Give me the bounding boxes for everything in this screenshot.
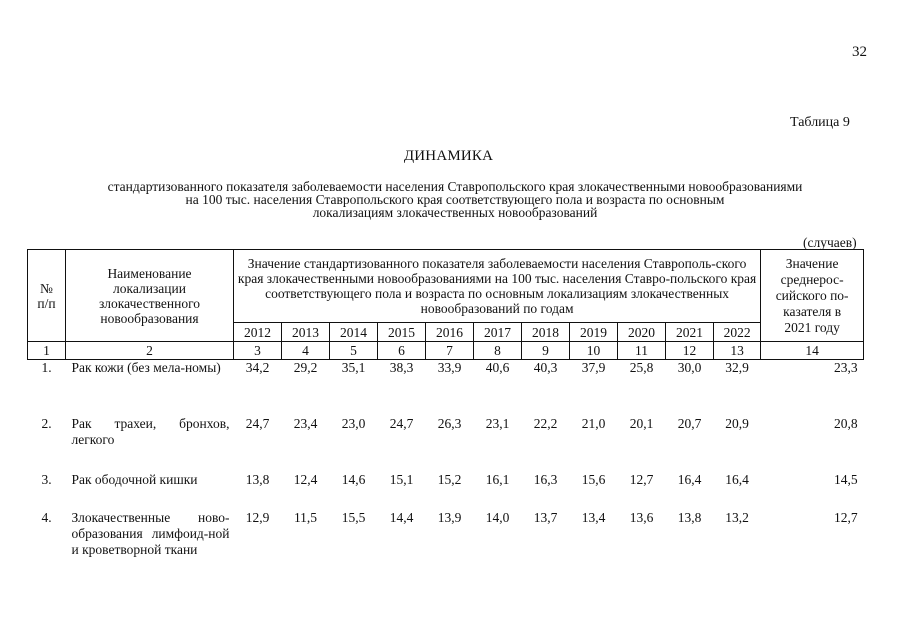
column-number: 8 [474,342,522,360]
row-name: Рак ободочной кишки [71,471,198,487]
row-name: Злокачественные ново-образования лимфоид-ной и кроветворной ткани [71,509,230,557]
row-value: 14,4 [389,509,414,525]
row-value: 40,3 [533,360,558,375]
header-year: 2020 [618,323,666,342]
row-value: 38,3 [389,360,414,375]
row-value: 21,0 [581,415,606,431]
header-year: 2016 [426,323,474,342]
row-index: 3. [41,471,52,487]
table-row [28,360,864,416]
row-index: 1. [41,360,52,375]
row-russia-value: 12,7 [834,509,858,525]
column-number: 7 [426,342,474,360]
row-name: Рак трахеи, бронхов, легкого [71,415,230,447]
row-value: 13,8 [245,471,270,487]
header-year: 2015 [378,323,426,342]
header-year: 2012 [234,323,282,342]
row-value: 16,3 [533,471,558,487]
header-index: № п/п [28,250,66,342]
row-value: 24,7 [245,415,270,431]
row-value: 16,4 [725,471,749,487]
row-value: 26,3 [437,415,462,431]
document-title: ДИНАМИКА [403,148,494,164]
row-value: 40,6 [485,360,510,375]
row-value: 23,0 [341,415,366,431]
row-value: 12,9 [245,509,270,525]
column-number: 3 [234,342,282,360]
row-value: 12,4 [293,471,318,487]
subtitle-line: стандартизованного показателя заболеваемости населения Ставропольского края злокачественными новообразованиями [107,179,803,194]
header-indicator-group: Значение стандартизованного показателя заболеваемости населения Ставрополь-ского края злокачественными новообразованиями на 100 тыс. населения Ставро-польского края соответствующего пола и возраста по основным локализациям злокачественных новообразований по годам [234,250,761,323]
row-value: 35,1 [341,360,366,375]
column-number: 1 [28,342,66,360]
table-label: Таблица 9 [790,115,850,130]
row-value: 16,4 [677,471,702,487]
row-russia-value: 20,8 [834,415,858,431]
row-value: 20,7 [677,415,702,431]
column-number: 5 [330,342,378,360]
row-value: 13,8 [677,509,702,525]
row-value: 15,5 [341,509,366,525]
row-value: 32,9 [725,360,749,375]
row-value: 13,2 [725,509,749,525]
row-value: 23,1 [485,415,510,431]
row-value: 14,6 [341,471,366,487]
row-value: 33,9 [437,360,462,375]
column-numbers-row [28,342,864,360]
row-value: 22,2 [533,415,558,431]
row-index: 4. [41,509,52,525]
column-number: 2 [66,342,234,360]
row-value: 15,6 [581,471,606,487]
row-value: 29,2 [293,360,318,375]
row-value: 20,9 [725,415,749,431]
row-value: 15,2 [437,471,462,487]
row-value: 15,1 [389,471,414,487]
row-value: 20,1 [629,415,654,431]
row-value: 30,0 [677,360,702,375]
row-value: 37,9 [581,360,606,375]
table-row [28,510,864,590]
row-value: 16,1 [485,471,510,487]
row-value: 13,7 [533,509,558,525]
column-number: 6 [378,342,426,360]
column-number: 13 [714,342,761,360]
header-year: 2017 [474,323,522,342]
row-value: 24,7 [389,415,414,431]
column-number: 12 [666,342,714,360]
header-year: 2019 [570,323,618,342]
row-value: 13,6 [629,509,654,525]
column-number: 11 [618,342,666,360]
document-subtitle [40,180,870,219]
header-name: Наименование локализации злокачественного новообразования [66,250,234,342]
row-value: 11,5 [293,509,318,525]
header-year: 2021 [666,323,714,342]
units-label: (случаев) [803,235,857,250]
header-russia: Значение среднерос-сийского по-казателя в 2021 году [761,250,864,342]
row-value: 12,7 [629,471,654,487]
column-number: 9 [522,342,570,360]
table-row [28,472,864,510]
column-number: 10 [570,342,618,360]
table-header [28,250,864,342]
row-russia-value: 14,5 [834,471,858,487]
row-name: Рак кожи (без мела-номы) [71,360,221,375]
subtitle-line: на 100 тыс. населения Ставропольского края соответствующего пола и возраста по основным [185,192,725,207]
row-value: 25,8 [629,360,654,375]
row-russia-value: 23,3 [834,360,858,375]
row-value: 34,2 [245,360,270,375]
table-body [28,360,864,590]
table-row [28,416,864,472]
page-number: 32 [852,44,867,60]
header-year: 2013 [282,323,330,342]
header-year: 2014 [330,323,378,342]
incidence-table [27,249,864,590]
column-number: 4 [282,342,330,360]
row-value: 23,4 [293,415,318,431]
row-index: 2. [41,415,52,431]
row-value: 13,4 [581,509,606,525]
column-number: 14 [761,342,864,360]
row-value: 13,9 [437,509,462,525]
subtitle-line: локализациям злокачественных новообразований [312,205,598,220]
row-value: 14,0 [485,509,510,525]
header-year: 2022 [714,323,761,342]
header-year: 2018 [522,323,570,342]
